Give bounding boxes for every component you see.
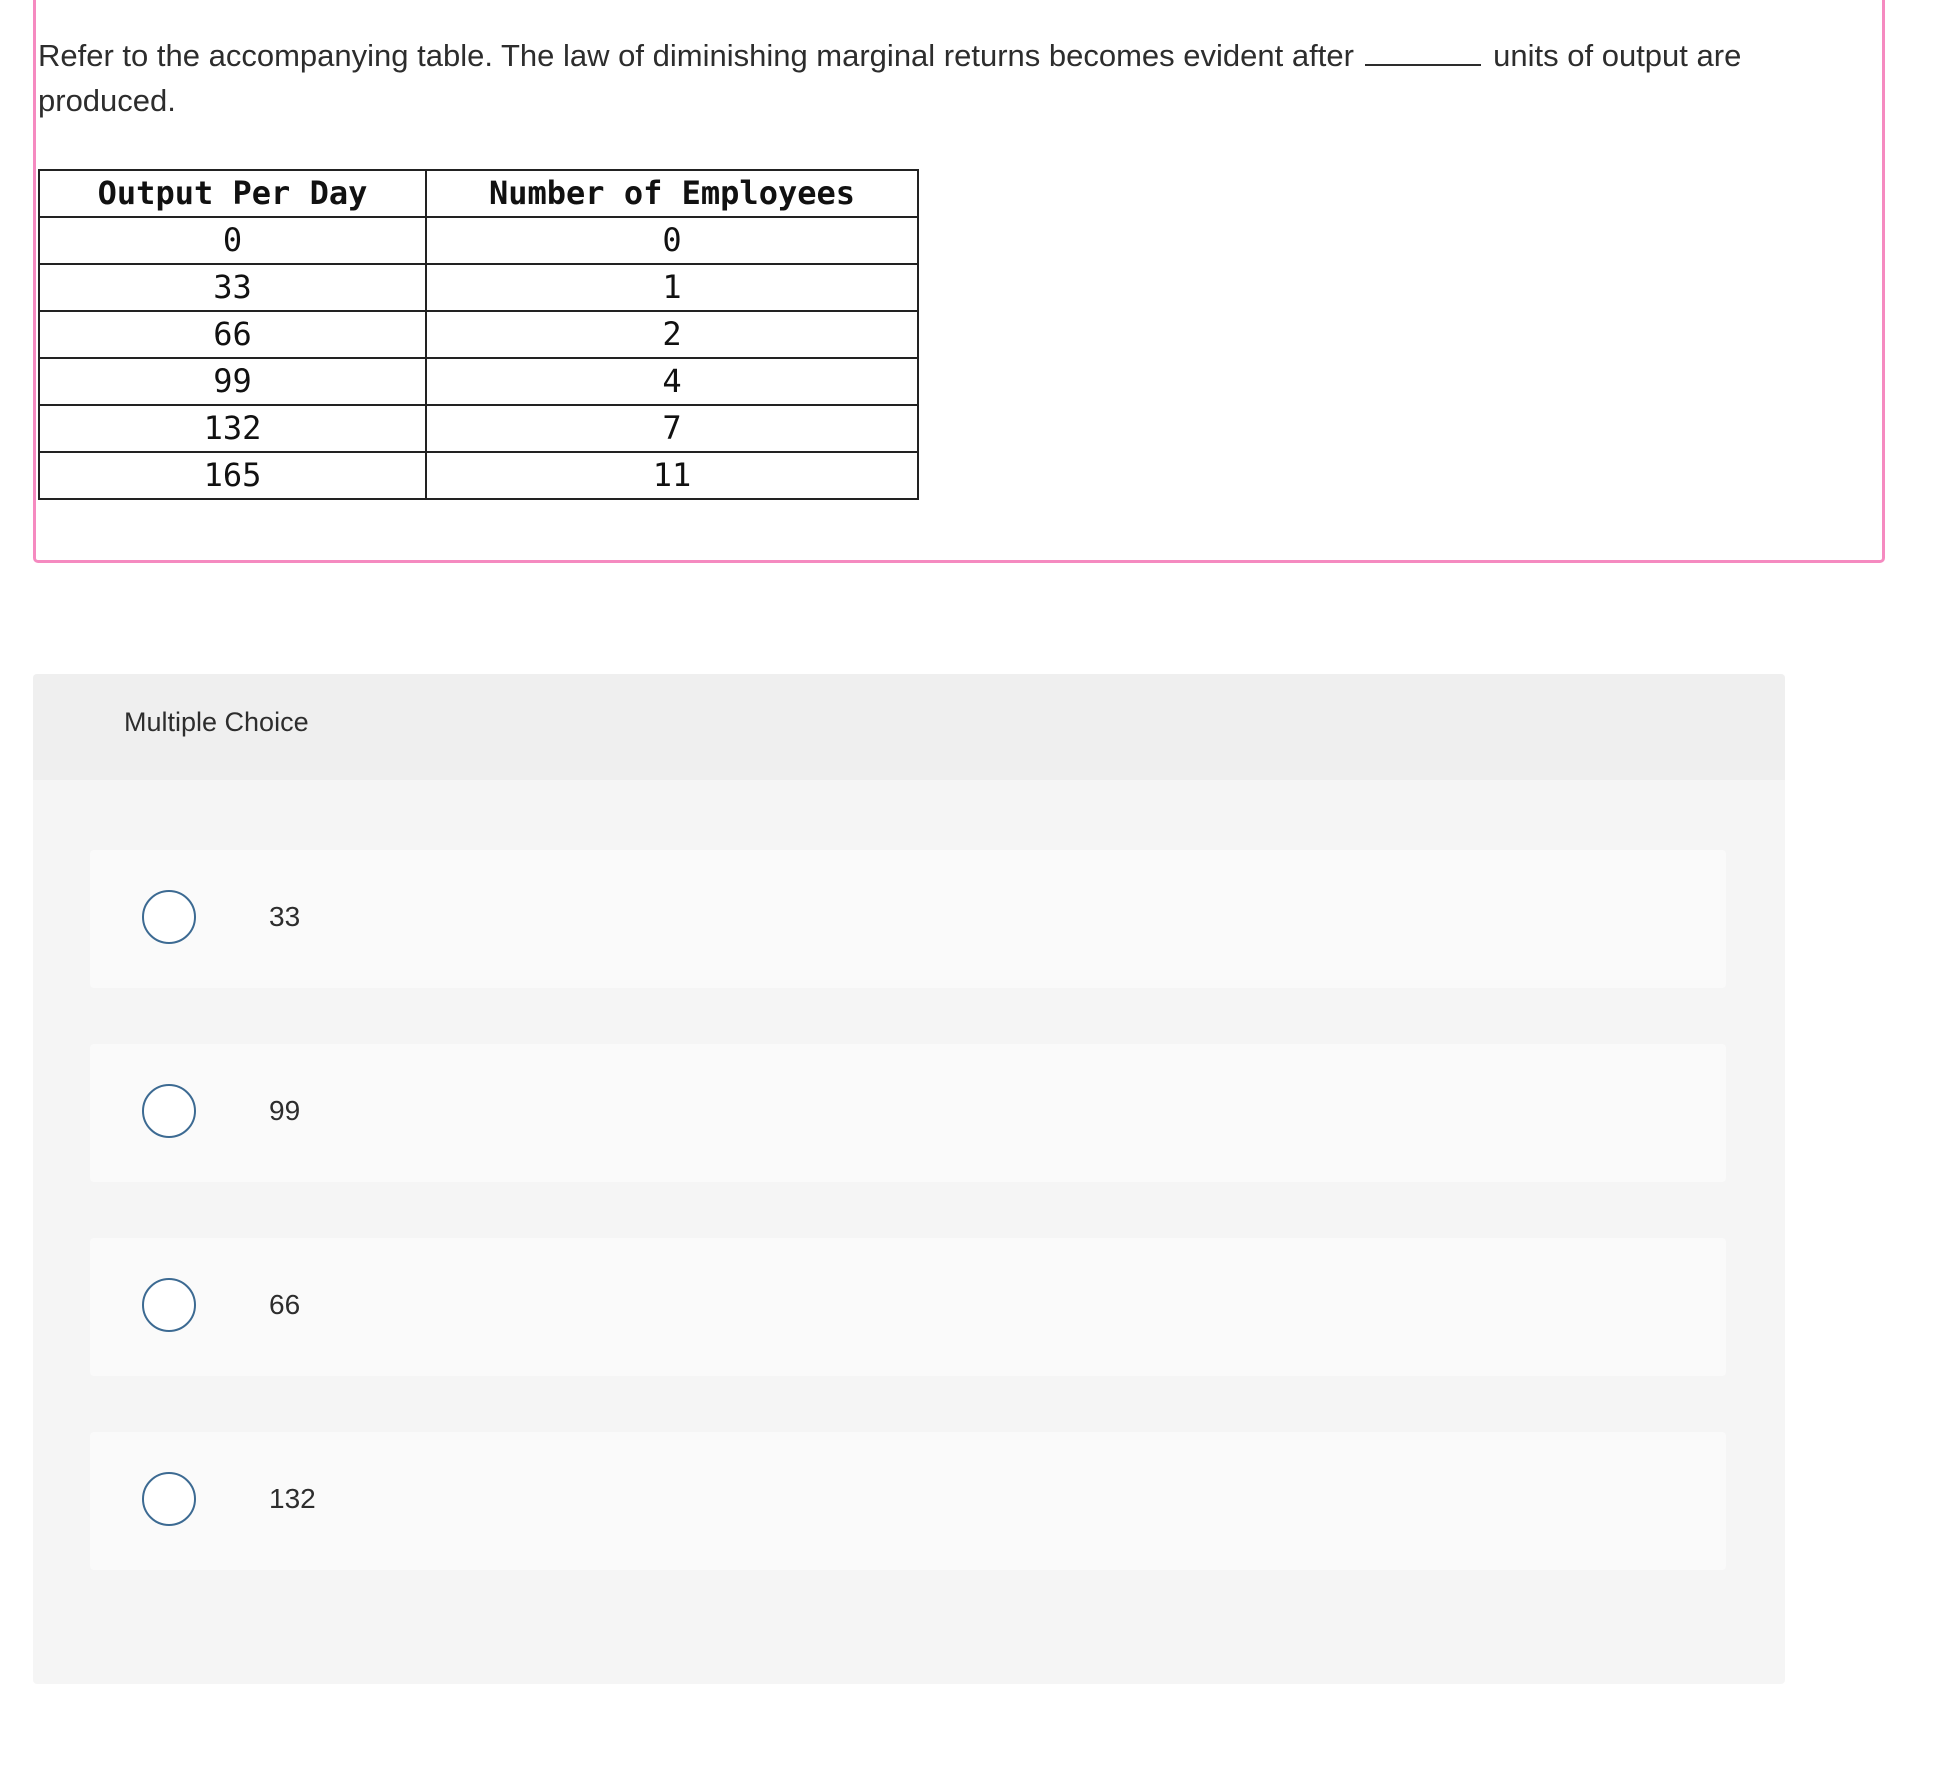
multiple-choice-label: Multiple Choice bbox=[124, 707, 309, 737]
table-cell-output: 0 bbox=[39, 217, 426, 264]
radio-button[interactable] bbox=[142, 1472, 196, 1526]
question-text-after: units of output are produced. bbox=[38, 38, 1742, 118]
table-cell-output: 132 bbox=[39, 405, 426, 452]
answer-blank bbox=[1365, 38, 1481, 66]
table-cell-output: 66 bbox=[39, 311, 426, 358]
choice-label: 66 bbox=[269, 1289, 301, 1320]
table-row bbox=[39, 452, 918, 499]
table-cell-output: 33 bbox=[39, 264, 426, 311]
radio-button[interactable] bbox=[142, 890, 196, 944]
column-header-employees: Number of Employees bbox=[426, 170, 918, 217]
table-row bbox=[39, 405, 918, 452]
column-header-output: Output Per Day bbox=[39, 170, 426, 217]
question-container bbox=[33, 0, 1885, 563]
table-row bbox=[39, 311, 918, 358]
multiple-choice-panel bbox=[33, 674, 1785, 1684]
table-row bbox=[39, 264, 918, 311]
choice-option-1[interactable] bbox=[90, 850, 1726, 988]
table-header-row bbox=[39, 170, 918, 217]
table-cell-output: 99 bbox=[39, 358, 426, 405]
choice-label: 33 bbox=[269, 901, 301, 932]
question-text bbox=[38, 33, 1798, 123]
choice-option-4[interactable] bbox=[90, 1432, 1726, 1570]
table-cell-employees: 7 bbox=[426, 405, 918, 452]
choice-option-3[interactable] bbox=[90, 1238, 1726, 1376]
table-cell-output: 165 bbox=[39, 452, 426, 499]
table-row bbox=[39, 217, 918, 264]
table-cell-employees: 2 bbox=[426, 311, 918, 358]
table-row bbox=[39, 358, 918, 405]
choice-label: 132 bbox=[269, 1483, 316, 1514]
question-text-before: Refer to the accompanying table. The law of diminishing marginal returns becomes evident after bbox=[38, 38, 1354, 73]
choice-label: 99 bbox=[269, 1095, 301, 1126]
radio-button[interactable] bbox=[142, 1084, 196, 1138]
data-table bbox=[38, 169, 919, 500]
table-cell-employees: 1 bbox=[426, 264, 918, 311]
choice-option-2[interactable] bbox=[90, 1044, 1726, 1182]
table-cell-employees: 11 bbox=[426, 452, 918, 499]
multiple-choice-header bbox=[33, 674, 1785, 780]
table-cell-employees: 4 bbox=[426, 358, 918, 405]
table-cell-employees: 0 bbox=[426, 217, 918, 264]
radio-button[interactable] bbox=[142, 1278, 196, 1332]
